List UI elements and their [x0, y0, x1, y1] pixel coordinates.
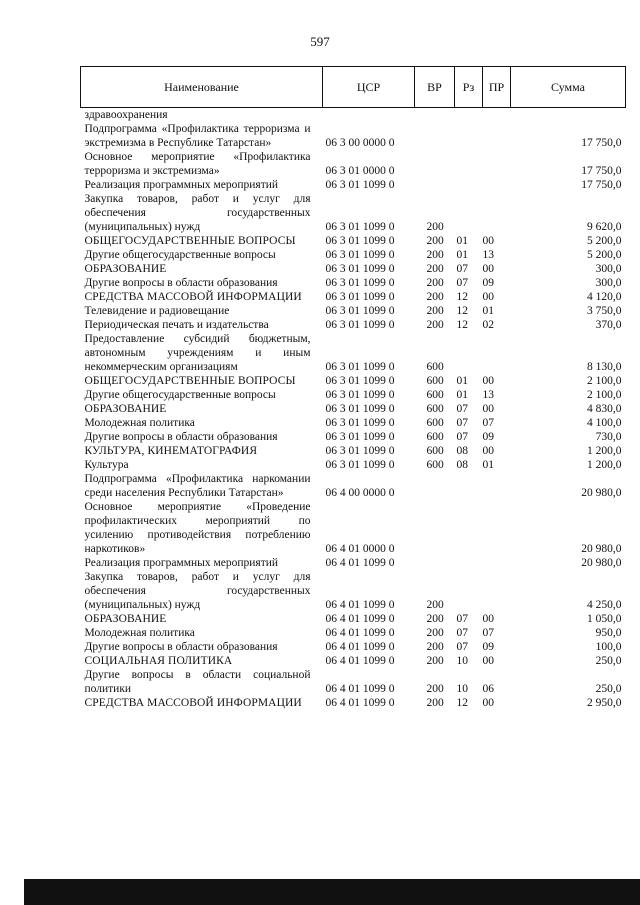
header-rz: Рз [455, 67, 483, 108]
cell-sum: 4 100,0 [587, 417, 622, 429]
cell-csr: 06 3 01 1099 0 [325, 445, 395, 457]
cell-rz: 12 [456, 305, 468, 317]
cell-name: Молодежная политика [84, 627, 195, 639]
cell-name: Закупка товаров, работ и услуг для обеспечения государственных (муниципальных) нужд [84, 193, 311, 233]
cell-sum: 5 200,0 [587, 235, 622, 247]
cell-sum: 17 750,0 [581, 137, 622, 149]
table-row [81, 262, 626, 276]
cell-pr: 07 [482, 627, 494, 639]
cell-name: СРЕДСТВА МАССОВОЙ ИНФОРМАЦИИ [84, 697, 302, 709]
cell-csr: 06 4 01 1099 0 [325, 599, 395, 611]
cell-name: Другие общегосударственные вопросы [84, 389, 276, 401]
cell-sum: 1 050,0 [587, 613, 622, 625]
table-row [81, 290, 626, 304]
cell-csr: 06 4 01 0000 0 [325, 543, 395, 555]
cell-csr: 06 4 01 1099 0 [325, 557, 395, 569]
table-row [81, 500, 626, 556]
cell-rz [455, 556, 483, 570]
table-row [81, 248, 626, 262]
cell-vr: 200 [426, 627, 444, 639]
cell-name: ОБЩЕГОСУДАРСТВЕННЫЕ ВОПРОСЫ [84, 235, 296, 247]
cell-name: Подпрограмма «Профилактика наркомании среди населения Республики Татарстан» [84, 473, 311, 499]
cell-rz: 01 [456, 375, 468, 387]
cell-rz: 08 [456, 445, 468, 457]
cell-pr: 07 [482, 417, 494, 429]
table-row [81, 612, 626, 626]
table-row [81, 430, 626, 444]
cell-rz [455, 570, 483, 612]
cell-name: Основное мероприятие «Профилактика терроризма и экстремизма» [84, 151, 311, 177]
cell-vr: 600 [426, 417, 444, 429]
cell-pr [483, 178, 511, 192]
cell-vr: 600 [426, 459, 444, 471]
cell-sum: 4 250,0 [587, 599, 622, 611]
cell-rz: 10 [456, 655, 468, 667]
cell-vr [415, 500, 455, 556]
cell-pr: 13 [482, 389, 494, 401]
cell-sum: 1 200,0 [587, 459, 622, 471]
table-row [81, 332, 626, 374]
cell-vr: 200 [426, 277, 444, 289]
cell-name: Другие общегосударственные вопросы [84, 249, 276, 261]
cell-rz: 01 [456, 249, 468, 261]
cell-csr: 06 4 01 1099 0 [325, 683, 395, 695]
cell-csr: 06 4 01 1099 0 [325, 655, 395, 667]
cell-rz [455, 108, 483, 123]
cell-pr: 09 [482, 277, 494, 289]
cell-pr [483, 570, 511, 612]
cell-vr: 200 [426, 613, 444, 625]
cell-rz: 07 [456, 263, 468, 275]
cell-name: Молодежная политика [84, 417, 195, 429]
cell-rz: 07 [456, 431, 468, 443]
header-sum: Сумма [511, 67, 626, 108]
cell-csr: 06 3 01 1099 0 [325, 417, 395, 429]
cell-pr: 00 [482, 445, 494, 457]
table-row [81, 108, 626, 123]
cell-sum: 17 750,0 [581, 165, 622, 177]
cell-csr: 06 3 01 0000 0 [325, 165, 395, 177]
cell-pr: 00 [482, 655, 494, 667]
cell-vr [415, 122, 455, 150]
cell-rz [455, 178, 483, 192]
cell-csr: 06 3 01 1099 0 [325, 431, 395, 443]
cell-name: ОБРАЗОВАНИЕ [84, 613, 167, 625]
cell-csr: 06 3 01 1099 0 [325, 221, 395, 233]
table-row [81, 458, 626, 472]
cell-pr [483, 556, 511, 570]
header-row [81, 67, 626, 108]
cell-vr: 600 [426, 403, 444, 415]
cell-csr: 06 3 00 0000 0 [325, 137, 395, 149]
table-row [81, 472, 626, 500]
table-row [81, 388, 626, 402]
cell-sum: 100,0 [595, 641, 622, 653]
cell-sum: 300,0 [595, 263, 622, 275]
cell-name: Другие вопросы в области социальной политики [84, 669, 311, 695]
table-row [81, 304, 626, 318]
cell-sum: 4 830,0 [587, 403, 622, 415]
cell-name: Другие вопросы в области образования [84, 431, 278, 443]
cell-pr: 09 [482, 431, 494, 443]
cell-csr: 06 3 01 1099 0 [325, 263, 395, 275]
table-row [81, 276, 626, 290]
cell-name: Телевидение и радиовещание [84, 305, 230, 317]
cell-csr: 06 4 01 1099 0 [325, 697, 395, 709]
cell-vr [415, 556, 455, 570]
cell-vr: 200 [426, 249, 444, 261]
cell-sum: 20 980,0 [581, 487, 622, 499]
table-body [81, 108, 626, 711]
cell-vr: 200 [426, 305, 444, 317]
cell-pr: 02 [482, 319, 494, 331]
table-header [81, 67, 626, 108]
table-row [81, 444, 626, 458]
cell-rz [455, 500, 483, 556]
cell-vr: 200 [426, 235, 444, 247]
cell-rz: 07 [456, 403, 468, 415]
cell-pr [483, 192, 511, 234]
cell-rz: 07 [456, 627, 468, 639]
cell-name: Подпрограмма «Профилактика терроризма и экстремизма в Республике Татарстан» [84, 123, 311, 149]
cell-vr [415, 108, 455, 123]
cell-sum: 250,0 [595, 655, 622, 667]
cell-vr: 200 [426, 641, 444, 653]
table-row [81, 556, 626, 570]
header-name: Наименование [81, 67, 323, 108]
table-row [81, 150, 626, 178]
table-row [81, 318, 626, 332]
header-vr: ВР [415, 67, 455, 108]
cell-pr: 01 [482, 305, 494, 317]
table-row [81, 668, 626, 696]
cell-vr: 200 [426, 697, 444, 709]
cell-rz: 01 [456, 389, 468, 401]
table-row [81, 640, 626, 654]
cell-rz: 07 [456, 641, 468, 653]
cell-rz: 07 [456, 417, 468, 429]
cell-sum: 2 100,0 [587, 389, 622, 401]
cell-sum: 250,0 [595, 683, 622, 695]
cell-csr: 06 4 01 1099 0 [325, 641, 395, 653]
header-csr: ЦСР [323, 67, 415, 108]
cell-pr: 09 [482, 641, 494, 653]
cell-vr: 600 [426, 431, 444, 443]
cell-name: Реализация программных мероприятий [84, 557, 279, 569]
cell-name: ОБРАЗОВАНИЕ [84, 263, 167, 275]
cell-pr: 13 [482, 249, 494, 261]
cell-csr: 06 3 01 1099 0 [325, 235, 395, 247]
cell-pr [483, 500, 511, 556]
cell-vr [415, 150, 455, 178]
cell-sum: 5 200,0 [587, 249, 622, 261]
table-row [81, 654, 626, 668]
cell-vr [415, 472, 455, 500]
cell-csr: 06 3 01 1099 0 [325, 305, 395, 317]
cell-vr: 600 [426, 375, 444, 387]
budget-table [80, 66, 626, 710]
cell-pr [483, 472, 511, 500]
cell-pr: 00 [482, 375, 494, 387]
cell-csr: 06 3 01 1099 0 [325, 403, 395, 415]
cell-vr: 200 [426, 221, 444, 233]
cell-pr: 00 [482, 235, 494, 247]
cell-csr: 06 4 01 1099 0 [325, 613, 395, 625]
cell-name: КУЛЬТУРА, КИНЕМАТОГРАФИЯ [84, 445, 258, 457]
cell-pr: 00 [482, 291, 494, 303]
cell-vr: 200 [426, 599, 444, 611]
cell-sum: 4 120,0 [587, 291, 622, 303]
cell-name: СРЕДСТВА МАССОВОЙ ИНФОРМАЦИИ [84, 291, 302, 303]
cell-sum: 950,0 [595, 627, 622, 639]
cell-csr: 06 3 01 1099 0 [325, 249, 395, 261]
table-row [81, 570, 626, 612]
cell-csr [323, 108, 415, 123]
cell-sum: 20 980,0 [581, 543, 622, 555]
cell-sum: 8 130,0 [587, 361, 622, 373]
cell-sum: 2 950,0 [587, 697, 622, 709]
cell-name: Предоставление субсидий бюджетным, автономным учреждениям и иным некоммерческим организациям [84, 333, 311, 373]
cell-vr: 200 [426, 319, 444, 331]
cell-csr: 06 3 01 1099 0 [325, 361, 395, 373]
cell-sum: 3 750,0 [587, 305, 622, 317]
cell-name: ОБЩЕГОСУДАРСТВЕННЫЕ ВОПРОСЫ [84, 375, 296, 387]
cell-rz [455, 150, 483, 178]
cell-pr: 00 [482, 403, 494, 415]
cell-rz: 08 [456, 459, 468, 471]
cell-name: Другие вопросы в области образования [84, 641, 278, 653]
cell-pr: 06 [482, 683, 494, 695]
cell-sum: 9 620,0 [587, 221, 622, 233]
cell-pr: 00 [482, 263, 494, 275]
cell-csr: 06 3 01 1099 0 [325, 389, 395, 401]
cell-csr: 06 3 01 1099 0 [325, 459, 395, 471]
cell-csr: 06 3 01 1099 0 [325, 375, 395, 387]
cell-vr: 600 [426, 389, 444, 401]
cell-csr: 06 4 01 1099 0 [325, 627, 395, 639]
cell-rz: 12 [456, 319, 468, 331]
cell-vr: 200 [426, 263, 444, 275]
table-row [81, 626, 626, 640]
cell-sum: 17 750,0 [581, 179, 622, 191]
cell-csr: 06 3 01 1099 0 [325, 291, 395, 303]
cell-sum: 2 100,0 [587, 375, 622, 387]
cell-rz [455, 192, 483, 234]
table-row [81, 402, 626, 416]
cell-vr: 200 [426, 655, 444, 667]
table-row [81, 696, 626, 710]
cell-rz: 10 [456, 683, 468, 695]
cell-pr: 00 [482, 613, 494, 625]
cell-name: Культура [84, 459, 129, 471]
cell-sum: 300,0 [595, 277, 622, 289]
cell-rz: 07 [456, 613, 468, 625]
cell-sum: 20 980,0 [581, 557, 622, 569]
cell-csr: 06 3 01 1099 0 [325, 277, 395, 289]
cell-pr [483, 150, 511, 178]
cell-pr [483, 122, 511, 150]
cell-sum: 370,0 [595, 319, 622, 331]
table-row [81, 122, 626, 150]
cell-vr: 200 [426, 291, 444, 303]
cell-rz [455, 332, 483, 374]
cell-name: ОБРАЗОВАНИЕ [84, 403, 167, 415]
cell-rz: 12 [456, 697, 468, 709]
cell-rz: 12 [456, 291, 468, 303]
cell-rz [455, 122, 483, 150]
table-row [81, 192, 626, 234]
cell-name: Другие вопросы в области образования [84, 277, 278, 289]
header-pr: ПР [483, 67, 511, 108]
table-row [81, 416, 626, 430]
cell-csr: 06 3 01 1099 0 [325, 179, 395, 191]
cell-pr: 00 [482, 697, 494, 709]
cell-name: Реализация программных мероприятий [84, 179, 279, 191]
scan-border [24, 879, 640, 905]
cell-name: Основное мероприятие «Проведение профилактических мероприятий по усилению противодействия потреблению наркотиков» [84, 501, 311, 555]
cell-vr [415, 178, 455, 192]
cell-name: СОЦИАЛЬНАЯ ПОЛИТИКА [84, 655, 233, 667]
page-number: 597 [310, 34, 330, 49]
cell-name: Закупка товаров, работ и услуг для обеспечения государственных (муниципальных) нужд [84, 571, 311, 611]
cell-pr [483, 332, 511, 374]
cell-vr: 200 [426, 683, 444, 695]
cell-rz [455, 472, 483, 500]
table-row [81, 234, 626, 248]
cell-sum [511, 108, 626, 123]
cell-pr: 01 [482, 459, 494, 471]
table-row [81, 178, 626, 192]
table-row [81, 374, 626, 388]
cell-csr: 06 3 01 1099 0 [325, 319, 395, 331]
cell-pr [483, 108, 511, 123]
cell-name: здравоохранения [84, 109, 168, 121]
cell-sum: 1 200,0 [587, 445, 622, 457]
cell-vr: 600 [426, 361, 444, 373]
cell-rz: 01 [456, 235, 468, 247]
cell-name: Периодическая печать и издательства [84, 319, 269, 331]
cell-vr: 600 [426, 445, 444, 457]
cell-sum: 730,0 [595, 431, 622, 443]
cell-csr: 06 4 00 0000 0 [325, 487, 395, 499]
cell-rz: 07 [456, 277, 468, 289]
